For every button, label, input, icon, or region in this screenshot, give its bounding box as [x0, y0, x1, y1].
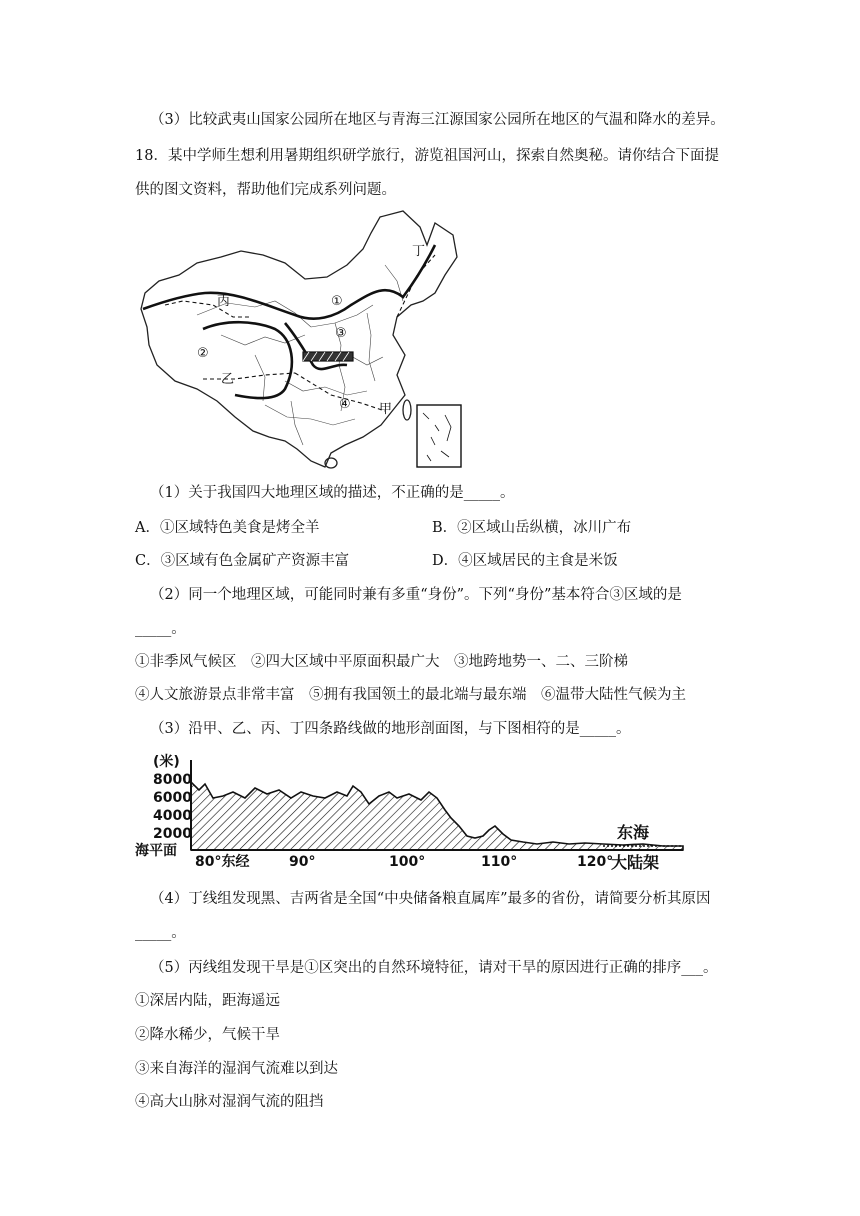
question-2-items-line-2: ④人文旅游景点非常丰富 ⑤拥有我国领土的最北端与最东端 ⑥温带大陆性气候为主 [135, 687, 686, 703]
question-5-item-4: ④高大山脉对湿润气流的阻挡 [135, 1094, 324, 1110]
profile-sea-level-label: 海平面 [135, 843, 177, 859]
question-2-stem-line-2: _____。 [135, 621, 186, 637]
question-1-stem: （1）关于我国四大地理区域的描述，不正确的是_____。 [150, 485, 515, 501]
map-label-region-1: ① [331, 294, 343, 309]
question-5-stem: （5）丙线组发现干旱是①区突出的自然环境特征，请对干旱的原因进行正确的排序___。 [150, 960, 718, 976]
terrain-profile-area [191, 782, 683, 850]
map-label-region-4: ④ [339, 397, 351, 412]
question-1-option-b: B．②区域山岳纵横，冰川广布 [432, 520, 632, 536]
route-yi [203, 373, 295, 379]
terrain-profile-figure [133, 752, 693, 877]
map-label-jia: 甲 [379, 402, 393, 417]
question-1-option-d: D．④区域居民的主食是米饭 [432, 553, 618, 569]
question-2-stem-line-1: （2）同一个地理区域，可能同时兼有多重“身份”。下列“身份”基本符合③区域的是 [150, 587, 682, 603]
south-sea-inset [417, 405, 461, 467]
qinling-huaihe-line [303, 352, 353, 361]
map-label-region-2: ② [197, 346, 209, 361]
map-label-bing: 丙 [217, 294, 231, 309]
question-17-part-3: （3）比较武夷山国家公园所在地区与青海三江源国家公园所在地区的气温和降水的差异。 [150, 112, 725, 128]
china-outline [141, 211, 457, 467]
profile-x-tick-120: 120° [577, 854, 614, 870]
question-3-stem: （3）沿甲、乙、丙、丁四条路线做的地形剖面图，与下图相符的是_____。 [150, 721, 631, 737]
profile-x-tick-110: 110° [481, 854, 518, 870]
route-ding [397, 255, 435, 317]
map-label-yi: 乙 [221, 372, 235, 387]
question-1-option-c: C．③区域有色金属矿产资源丰富 [135, 553, 350, 569]
profile-east-sea-label: 东海 [617, 823, 650, 842]
profile-y-tick-2000: 2000 [153, 826, 192, 842]
route-bing [165, 301, 251, 317]
profile-y-tick-6000: 6000 [153, 790, 192, 806]
taiwan-island [403, 400, 411, 420]
question-5-item-1: ①深居内陆，距海遥远 [135, 993, 280, 1009]
map-label-region-3: ③ [335, 326, 347, 341]
question-18-intro-line-2: 供的图文资料，帮助他们完成系列问题。 [135, 182, 396, 198]
map-label-ding: 丁 [412, 244, 426, 259]
question-2-items-line-1: ①非季风气候区 ②四大区域中平原面积最广大 ③地跨地势一、二、三阶梯 [135, 654, 628, 670]
question-18-intro-line-1: 18．某中学师生想利用暑期组织研学旅行，游览祖国河山，探索自然奥秘。请你结合下面提 [135, 148, 719, 164]
profile-y-tick-8000: 8000 [153, 772, 192, 788]
question-1-option-a: A．①区域特色美食是烤全羊 [135, 520, 320, 536]
question-5-item-3: ③来自海洋的湿润气流难以到达 [135, 1061, 338, 1077]
question-5-item-2: ②降水稀少，气候干旱 [135, 1027, 280, 1043]
profile-y-tick-4000: 4000 [153, 808, 192, 824]
profile-x-tick-90: 90° [289, 854, 316, 870]
question-4-stem-line-1: （4）丁线组发现黑、吉两省是全国“中央储备粮直属库”最多的省份，请简要分析其原因 [150, 891, 711, 907]
profile-unit-label: (米) [153, 754, 180, 770]
china-regions-map [135, 205, 470, 475]
profile-shelf-label: 大陆架 [611, 853, 660, 872]
profile-x-tick-100: 100° [389, 854, 426, 870]
question-4-stem-line-2: _____。 [135, 925, 186, 941]
profile-x-tick-80: 80°东经 [195, 854, 250, 870]
